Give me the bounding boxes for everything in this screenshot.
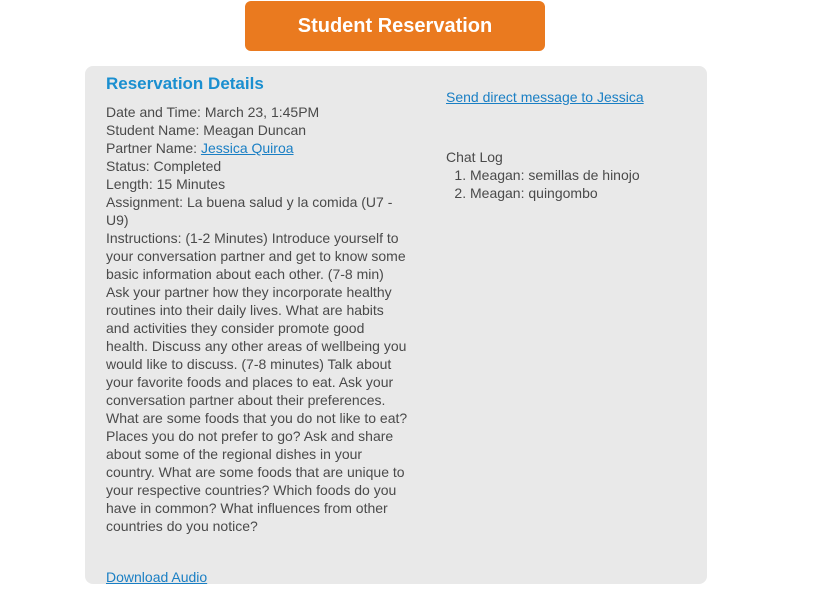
partner-name-row [106,139,410,157]
chat-log-item: 1. Meagan: semillas de hinojo [470,166,686,184]
assignment-value: La buena salud y la comida (U7 - U9) [106,194,393,228]
student-label: Student Name: [106,122,200,138]
student-reservation-header[interactable]: Student Reservation [245,1,545,51]
partner-name-link[interactable]: Jessica Quiroa [200,140,294,156]
section-title: Reservation Details [106,74,264,93]
messaging-column [446,88,686,202]
reservation-card [85,66,707,584]
date-label: Date and Time: [106,104,201,120]
length-label: Length: [106,176,153,192]
status-value: Completed [153,158,222,174]
date-time-row [106,103,410,121]
instructions-value: (1-2 Minutes) Introduce yourself to your conversation partner and get to know some basic information about each other. (7-8 min) Ask your partner how they incorporate healthy routines into their daily lives. What are habits and activities they consider promote good health. Discuss any other areas of wellbeing you would like to discuss. (7-8 minutes) Talk about your favorite foods and places to eat. Ask your conversation partner about their preferences. What are some foods that you do not like to eat? Places you do not prefer to go? Ask and share about some of the regional dishes in your country. What are some foods that are unique to your respective countries? Which foods do you have in common? What influences from other countries do you notice? [106,230,408,534]
instructions-row [106,229,410,535]
assignment-row [106,193,410,229]
chat-log-title: Chat Log [446,149,503,165]
status-label: Status: [106,158,150,174]
length-value: 15 Minutes [156,176,226,192]
download-audio-link[interactable]: Download Audio [106,569,208,585]
chat-log-item: 2. Meagan: quingombo [470,184,686,202]
date-value: March 23, 1:45PM [204,104,320,120]
student-value: Meagan Duncan [203,122,307,138]
chat-log-list [446,166,686,202]
status-row [106,157,410,175]
reservation-details-column [106,74,410,535]
partner-label: Partner Name: [106,140,198,156]
send-direct-message-link[interactable]: Send direct message to Jessica [446,89,644,105]
length-row [106,175,410,193]
instructions-label: Instructions: [106,230,182,246]
assignment-label: Assignment: [106,194,184,210]
student-name-row [106,121,410,139]
